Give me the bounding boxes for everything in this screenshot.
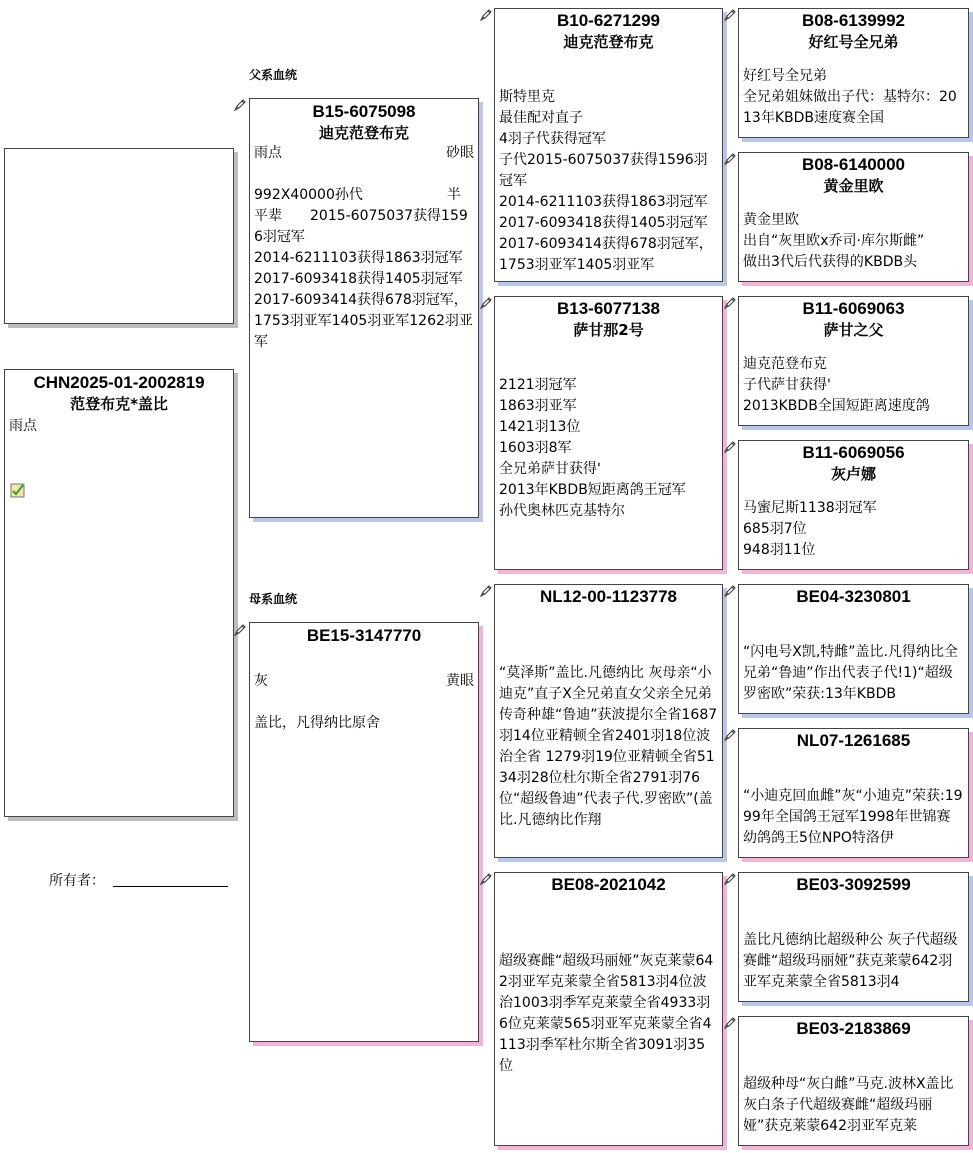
subject-color: 雨点 xyxy=(9,418,37,434)
sd-notes: 2121羽冠军 1863羽亚军 1421羽13位 1603羽8军 全兄弟萨甘获得' 2013年KBDB短距离鸽王冠军 孙代奥林匹克基特尔 xyxy=(499,377,686,519)
edit-icon[interactable] xyxy=(479,296,493,310)
sd-ring: B13-6077138 xyxy=(556,299,661,318)
edit-icon[interactable] xyxy=(723,1016,737,1030)
edit-icon[interactable] xyxy=(479,872,493,886)
sds-ring: B11-6069063 xyxy=(802,299,905,318)
dam-notes: 盖比，凡得纳比原舍 xyxy=(254,715,380,731)
ss-notes: 斯特里克 最佳配对直子 4羽子代获得冠军 子代2015-6075037获得1596羽冠军 2014-6211103获得1863羽冠军 2017-6093418获得1405羽冠军 2017-6093414获得678羽冠军，1753羽亚军1405羽亚军 xyxy=(499,89,713,273)
dd-card[interactable] xyxy=(494,872,723,1146)
photo-placeholder[interactable] xyxy=(4,148,234,324)
ssd-ring: B08-6140000 xyxy=(801,155,906,174)
sire-card[interactable] xyxy=(249,98,479,518)
dss-notes: “闪电号X凯,特雌”盖比.凡得纳比全兄弟“鲁迪”作出代表子代!1)“超级罗密欧”荣获:13年KBDB xyxy=(743,644,958,702)
sire-name: 迪克范登布克 xyxy=(318,124,409,142)
sire-notes: 992X40000孙代 半平辈 2015-6075037获得1596羽冠军 2014-6211103获得1863羽冠军 2017-6093418获得1405羽冠军 2017-6093414获得678羽冠军，1753羽亚军1405羽亚军1262羽亚军 xyxy=(254,187,473,350)
subject-ring: CHN2025-01-2002819 xyxy=(33,373,205,392)
sds-notes: 迪克范登布克 子代萨甘获得' 2013KBDB全国短距离速度鸽 xyxy=(743,356,930,414)
sds-card[interactable] xyxy=(738,296,969,426)
sss-notes: 好红号全兄弟 全兄弟姐妹做出子代：基特尔：2013年KBDB速度赛全国 xyxy=(743,68,957,126)
sire-eye: 砂眼 xyxy=(446,145,474,161)
ds-notes: “莫泽斯”盖比.凡德纳比 灰母亲“小迪克”直子X全兄弟直女父亲全兄弟传奇种雄“鲁迪”获波提尔全省1687羽14位亚精顿全省2401羽18位波治全省 1279羽19位亚精顿全省5134羽28位杜尔斯全省2791羽76位“超级鲁迪”代表子代.罗密欧”(盖比.凡德纳比作翔 xyxy=(499,665,718,828)
ddd-notes: 超级种母“灰白雌”马克.波林X盖比 灰白条子代超级赛雌“超级玛丽娅”获克莱蒙642羽亚军克莱 xyxy=(743,1076,958,1134)
dam-card[interactable] xyxy=(249,622,479,1042)
subject-name: 范登布克*盖比 xyxy=(70,395,168,413)
sdd-name: 灰卢娜 xyxy=(830,465,876,483)
ss-name: 迪克范登布克 xyxy=(563,33,654,51)
ss-card[interactable] xyxy=(494,8,723,282)
sss-ring: B08-6139992 xyxy=(801,11,906,30)
edit-icon[interactable] xyxy=(723,584,737,598)
dam-ring: BE15-3147770 xyxy=(306,626,422,645)
dam-attrs xyxy=(250,671,478,692)
dsd-card[interactable] xyxy=(738,728,969,858)
sss-name: 好红号全兄弟 xyxy=(808,33,899,51)
subject-card[interactable] xyxy=(4,369,234,817)
edit-icon[interactable] xyxy=(723,728,737,742)
ds-card[interactable] xyxy=(494,584,723,858)
dd-notes: 超级赛雌“超级玛丽娅”灰克莱蒙642羽亚军克莱蒙全省5813羽4位波治1003羽季军克莱蒙全省4933羽6位克莱蒙565羽亚军克莱蒙全省4113羽季军杜尔斯全省3091羽35位 xyxy=(499,953,714,1074)
edit-icon[interactable] xyxy=(233,98,247,112)
sds-name: 萨甘之父 xyxy=(823,321,884,339)
ssd-card[interactable] xyxy=(738,152,969,282)
sdd-notes: 马蜜尼斯1138羽冠军 685羽7位 948羽11位 xyxy=(743,500,877,558)
ssd-notes: 黄金里欧 出自“灰里欧x乔司·库尔斯雌” 做出3代后代获得的KBDB头 xyxy=(743,212,925,270)
sd-card[interactable] xyxy=(494,296,723,570)
sire-line-label: 父系血统 xyxy=(249,68,298,82)
notepad-icon[interactable] xyxy=(10,482,26,498)
edit-icon[interactable] xyxy=(479,8,493,22)
owner-label: 所有者： xyxy=(49,873,105,889)
edit-icon[interactable] xyxy=(723,440,737,454)
dsd-notes: “小迪克回血雌”灰“小迪克”荣获:1999年全国鸽王冠军1998年世锦赛幼鸽鸽王5位NPO特洛伊 xyxy=(743,788,963,846)
dd-ring: BE08-2021042 xyxy=(551,875,666,894)
sdd-ring: B11-6069056 xyxy=(802,443,905,462)
sd-name: 萨甘那2号 xyxy=(573,321,644,339)
dsd-ring: NL07-1261685 xyxy=(796,731,911,750)
sss-card[interactable] xyxy=(738,8,969,138)
dds-card[interactable] xyxy=(738,872,969,1002)
ds-ring: NL12-00-1123778 xyxy=(539,587,678,606)
dds-ring: BE03-3092599 xyxy=(796,875,911,894)
edit-icon[interactable] xyxy=(479,584,493,598)
sire-color: 雨点 xyxy=(254,145,282,161)
dss-ring: BE04-3230801 xyxy=(796,587,911,606)
sire-attrs xyxy=(250,143,478,164)
edit-icon[interactable] xyxy=(723,8,737,22)
owner-line[interactable] xyxy=(113,886,228,887)
edit-icon[interactable] xyxy=(233,623,247,637)
dam-line-label: 母系血统 xyxy=(249,592,298,606)
ssd-name: 黄金里欧 xyxy=(823,177,884,195)
dam-color: 灰 xyxy=(254,673,268,689)
ddd-ring: BE03-2183869 xyxy=(796,1019,911,1038)
dds-notes: 盖比凡德纳比超级种公 灰子代超级赛雌“超级玛丽娅”获克莱蒙642羽亚军克莱蒙全省5813羽4 xyxy=(743,932,958,990)
sdd-card[interactable] xyxy=(738,440,969,570)
dss-card[interactable] xyxy=(738,584,969,714)
dam-eye: 黄眼 xyxy=(446,673,474,689)
ss-ring: B10-6271299 xyxy=(556,11,661,30)
edit-icon[interactable] xyxy=(723,296,737,310)
sire-ring: B15-6075098 xyxy=(312,102,416,121)
ddd-card[interactable] xyxy=(738,1016,969,1146)
edit-icon[interactable] xyxy=(723,152,737,166)
edit-icon[interactable] xyxy=(723,872,737,886)
